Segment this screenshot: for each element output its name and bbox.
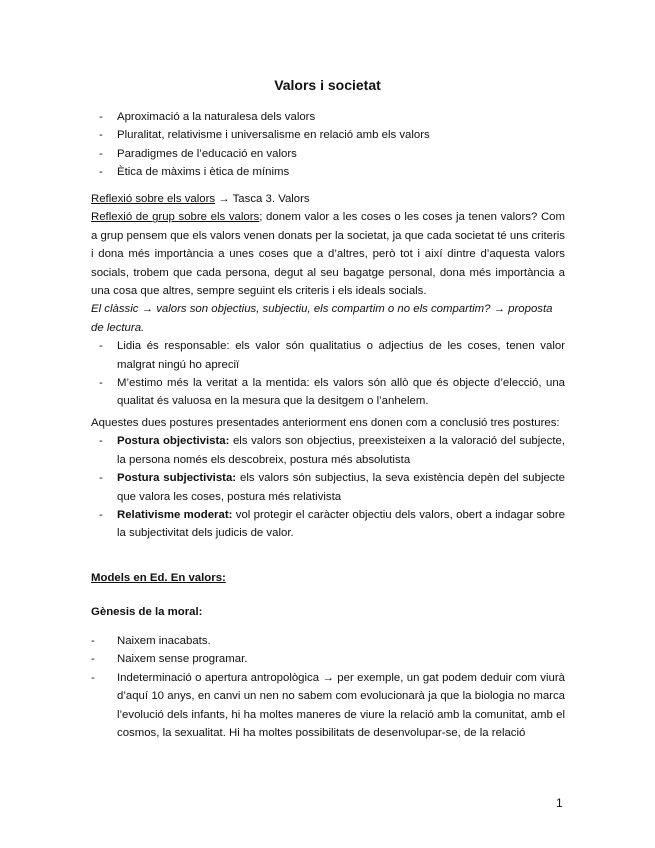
topics-list <box>91 108 565 182</box>
genesi-list-block <box>91 632 565 742</box>
posture-label: Relativisme moderat: <box>117 509 233 522</box>
list-item: - Naixem sense programar. <box>91 650 565 668</box>
grup-label: Reflexió de grup sobre els valors <box>91 211 260 224</box>
list-item: - Indeterminació o apertura antropològica → per exemple, un gat podem deduir com viurà d’aquí 10 anys, en canvi un nen no sabem com evolucionarà ja que la biologia no marca l’evolució dels infants, hi ha moltes maneres de viure la relació amb la comunitat, amb el cosmos, la sexualitat. Hi ha moltes possibilitats de desenvolupar-se, de la relació <box>91 669 565 743</box>
posture-text: els valors son objectius, preexisteixen a la valoració del subjecte, la persona només els descobreix, postura més absolutista <box>117 435 565 466</box>
genesi-list <box>91 632 565 742</box>
list-item <box>91 432 565 469</box>
grup-text: ; donem valor a les coses o les coses ja tenen valors? Com a grup pensem que els valors venen donats per la societat, ja que cada societat té uns criteris i dona més importància a unes coses que a d’altres, però tot i així dintre d’aquesta valors socials, trobem que cada persona, degut al seu bagatge personal, dona més importància a una cosa que altres, sempre seguint els criteris i els ideals socials. <box>91 211 565 298</box>
list-item: - Paradigmes de l’educació en valors <box>91 145 565 163</box>
genesi-block <box>91 603 565 621</box>
list-item: - Aproximació a la naturalesa dels valors <box>91 108 565 126</box>
posture-label: Postura subjectivista: <box>117 472 237 485</box>
page-title: Valors i societat <box>274 77 381 93</box>
list-item: - Naixem inacabats. <box>91 632 565 650</box>
postures-block <box>91 414 565 543</box>
list-item: - Lidia és responsable: els valor són qualitatius o adjectius de les coses, tenen valor malgrat ningú ho apreciï <box>91 337 565 374</box>
classic-line: El clàssic → valors son objectius, subjectiu, els compartim o no els compartim? → proposta de lectura. <box>91 303 553 334</box>
models-block <box>91 569 565 587</box>
list-item: - Pluralitat, relativisme i universalisme en relació amb els valors <box>91 126 565 144</box>
posture-label: Postura objectivista: <box>117 435 230 448</box>
list-item <box>91 469 565 506</box>
reflexio-line <box>91 190 565 208</box>
postures-intro: Aquestes dues postures presentades anteriorment ens donen com a conclusió tres postures: <box>91 417 560 429</box>
reflexio-block <box>91 190 565 411</box>
page-number: 1 <box>556 796 563 810</box>
posture-text: els valors són subjectius, la seva existència depèn del subjecte que valora les coses, postura més relativista <box>117 472 566 503</box>
reflexio-rest: → Tasca 3. Valors <box>215 193 310 205</box>
models-heading: Models en Ed. En valors: <box>91 572 226 584</box>
topics-block <box>91 108 565 182</box>
list-item: - M’estimo més la veritat a la mentida: els valors són allò que és objecte d’elecció, una qualitat és valuosa en la mesura que la desitgem o l’anhelem. <box>91 374 565 411</box>
list-item <box>91 506 565 543</box>
reflexio-label: Reflexió sobre els valors <box>91 193 216 205</box>
postures-list <box>91 432 565 542</box>
grup-paragraph <box>91 208 565 300</box>
readings-list <box>91 337 565 411</box>
list-item: - Ètica de màxims i ètica de mínims <box>91 163 565 181</box>
genesi-heading: Gènesis de la moral: <box>91 606 203 618</box>
posture-text: vol protegir el caràcter objectiu dels valors, obert a indagar sobre la subjectivitat dels judicis de valor. <box>117 509 565 540</box>
